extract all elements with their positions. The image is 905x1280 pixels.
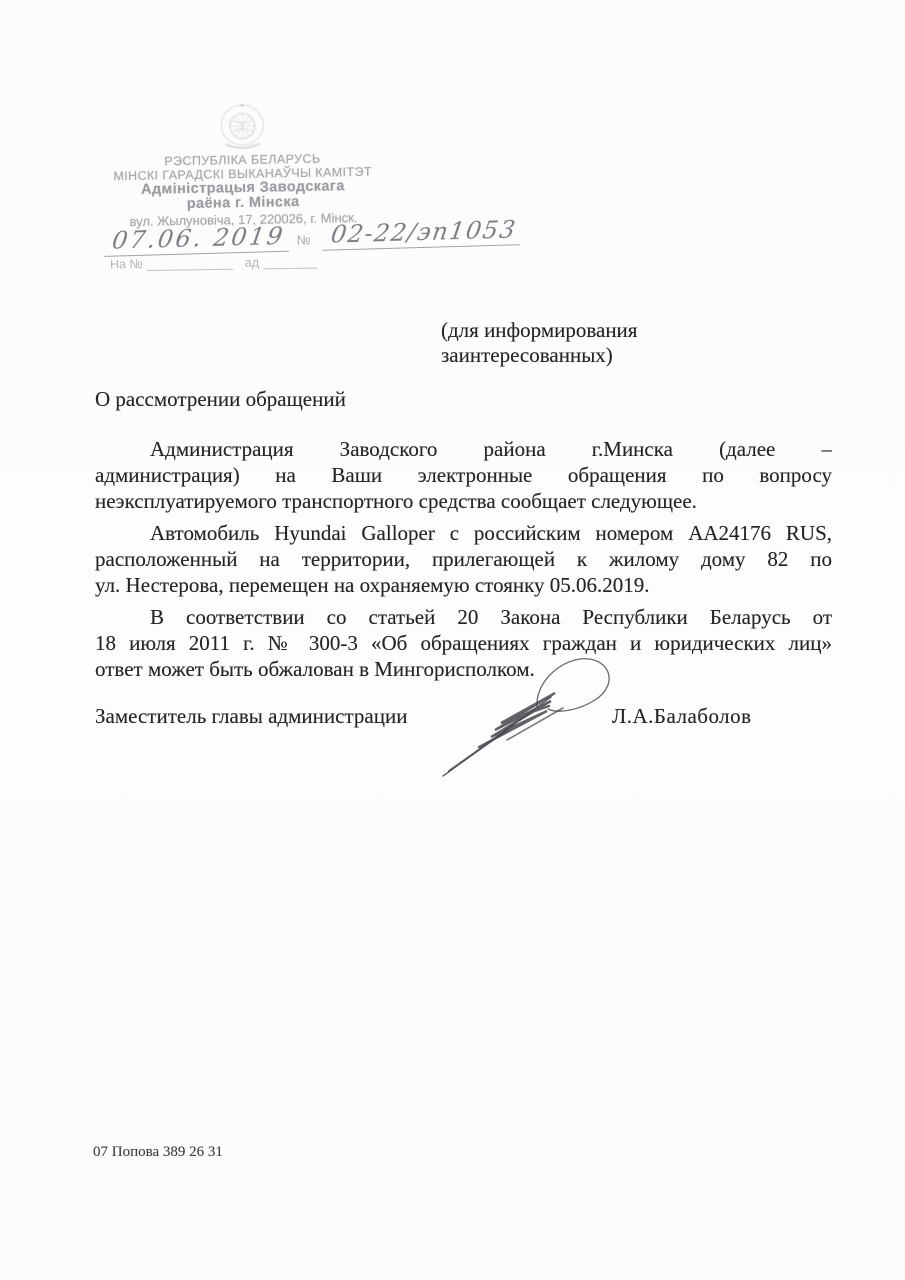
- body-line: ответ может быть обжалован в Мингорисполком.: [95, 657, 535, 681]
- body-line: неэксплуатируемого транспортного средства сообщает следующее.: [95, 489, 697, 513]
- letterhead-address: вул. Жылуновіча, 17, 220026, г. Мінск.: [129, 210, 358, 229]
- body-line: 18 июля 2011 г. № 300-3 «Об обращениях граждан и юридических лиц»: [95, 631, 832, 655]
- body-line: расположенный на территории, прилегающей к жилому дому 82 по: [95, 547, 832, 571]
- letterhead-country: РЭСПУБЛІКА БЕЛАРУСЬ: [164, 151, 321, 169]
- signature-scribble: [437, 650, 622, 780]
- letterhead-committee: МІНСКІ ГАРАДСКІ ВЫКАНАЎЧЫ КАМІТЭТ: [113, 164, 373, 183]
- body-line: Администрация Заводского района г.Минска (далее –: [150, 437, 832, 461]
- subject-line: О рассмотрении обращений: [95, 387, 346, 411]
- letter-body: [95, 436, 832, 682]
- annotation-line: заинтересованных): [441, 343, 613, 367]
- blank-underline: [263, 256, 317, 270]
- annotation-block: [441, 318, 741, 368]
- incoming-number-label: На №: [109, 257, 143, 272]
- body-line: ул. Нестерова, перемещен на охраняемую стоянку 05.06.2019.: [95, 573, 650, 597]
- state-emblem-icon: [212, 102, 271, 153]
- signatory-name: Л.А.Балаболов: [612, 704, 752, 728]
- letterhead-org-line1: Адміністрацыя Заводскага: [140, 178, 345, 198]
- letterhead-org-line2: раёна г. Мінска: [186, 194, 300, 212]
- executor-line: 07 Попова 389 26 31: [93, 1144, 223, 1160]
- body-line: В соответствии со статьей 20 Закона Республики Беларусь от: [150, 605, 832, 629]
- letterhead: [69, 99, 416, 230]
- body-line: Автомобиль Hyundai Galloper с российским номером АА24176 RUS,: [150, 521, 832, 545]
- blank-underline: [147, 257, 233, 271]
- handwritten-date: 07.06. 2019: [104, 223, 293, 257]
- body-line: администрация) на Ваши электронные обращения по вопросу: [95, 463, 832, 487]
- signatory-title: Заместитель главы администрации: [95, 704, 408, 728]
- number-sign: №: [296, 232, 311, 248]
- incoming-reference-line: [110, 255, 321, 272]
- handwritten-number: 02-22/эп1053: [322, 216, 523, 251]
- incoming-date-label: ад: [244, 255, 260, 270]
- annotation-line: (для информирования: [441, 318, 638, 342]
